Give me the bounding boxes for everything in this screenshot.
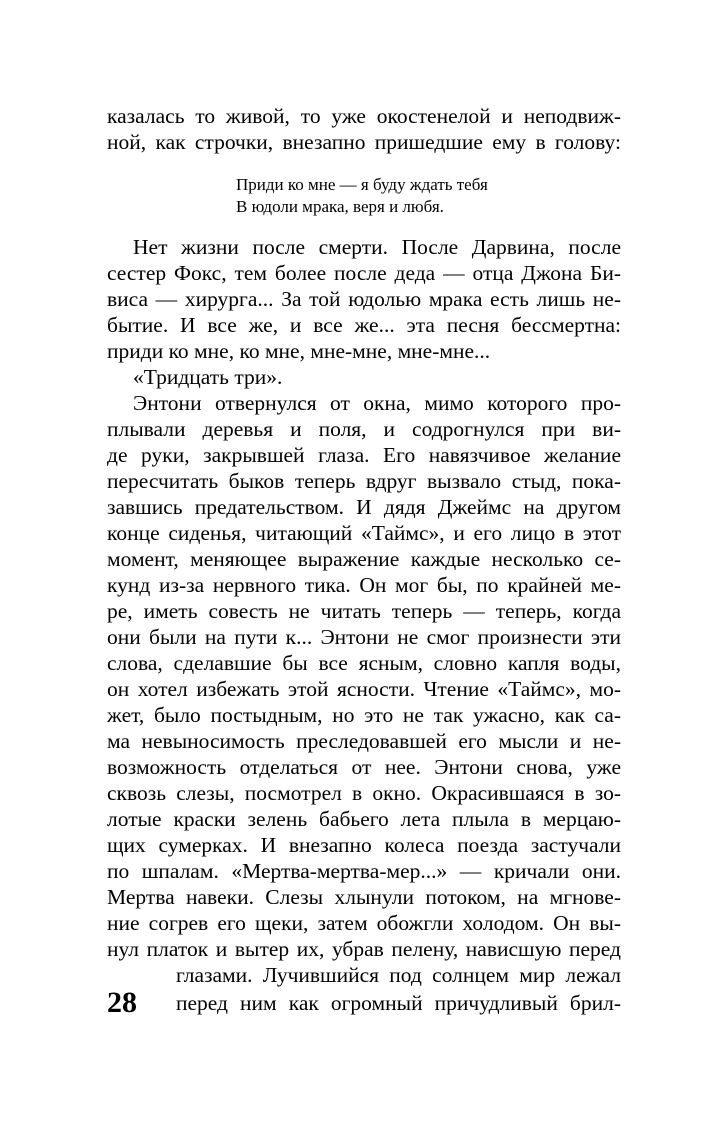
text-line: ре, иметь совесть не читать теперь — теперь, когда: [107, 599, 621, 623]
text-line: лотые краски зелень бабьего лета плыла в мерцаю-: [107, 807, 621, 831]
text-line: нул платок и вытер их, убрав пелену, нависшую перед: [107, 937, 621, 961]
text-line: момент, меняющее выражение каждые несколько се-: [107, 547, 621, 571]
text-line: Мертва навеки. Слезы хлынули потоком, на мгнове-: [107, 885, 621, 909]
text-line: ние согрев его щеки, затем обожгли холодом. Он вы-: [107, 911, 621, 935]
text-line: завшись предательством. И дядя Джеймс на другом: [107, 495, 621, 519]
text-line: кунд из-за нервного тика. Он мог бы, по крайней ме-: [107, 573, 621, 597]
text-line: плывали деревья и поля, и содрогнулся при ви-: [107, 417, 621, 441]
text-line: сестер Фокс, тем более после деда — отца Джона Би-: [107, 261, 621, 285]
text-line: конце сиденья, читающий «Таймс», и его лицо в этот: [107, 521, 621, 545]
page-number: 28: [107, 986, 137, 1019]
text-line: бытие. И все же, и все же... эта песня бессмертна:: [107, 313, 621, 337]
text-line: виса — хирурга... За той юдолью мрака есть лишь не-: [107, 287, 621, 311]
text-line: жет, было постыдным, но это не так ужасно, как са-: [107, 703, 621, 727]
text-line: пересчитать быков теперь вдруг вызвало стыд, пока-: [107, 469, 621, 493]
text-line: Нет жизни после смерти. После Дарвина, после: [133, 235, 621, 259]
text-line: казалась то живой, то уже окостенелой и неподвиж-: [107, 104, 621, 128]
text-line: возможность отделаться от нее. Энтони снова, уже: [107, 755, 621, 779]
text-line: сквозь слезы, посмотрел в окно. Окрасившаяся в зо-: [107, 781, 621, 805]
text-line: перед ним как огромный причудливый брил-: [176, 991, 621, 1015]
text-line: Энтони отвернулся от окна, мимо которого про-: [133, 391, 621, 415]
text-line: глазами. Лучившийся под солнцем мир лежал: [176, 963, 621, 987]
text-line: де руки, закрывшей глаза. Его навязчивое желание: [107, 443, 621, 467]
text-line: «Тридцать три».: [133, 365, 283, 389]
text-line: он хотел избежать этой ясности. Чтение «Таймс», мо-: [107, 677, 621, 701]
text-line: слова, сделавшие бы все ясным, словно капля воды,: [107, 651, 621, 675]
text-line: ма невыносимость преследовавшей его мысли и не-: [107, 729, 621, 753]
text-line: приди ко мне, ко мне, мне-мне, мне-мне...: [107, 339, 491, 363]
text-line: щих сумерках. И внезапно колеса поезда застучали: [107, 833, 621, 857]
text-line: по шпалам. «Мертва-мертва-мер...» — кричали они.: [107, 859, 621, 883]
text-line: они были на пути к... Энтони не смог произнести эти: [107, 625, 621, 649]
verse-line: Приди ко мне — я буду ждать тебя: [236, 175, 488, 194]
text-line: ной, как строчки, внезапно пришедшие ему в голову:: [107, 130, 621, 154]
verse-line: В юдоли мрака, веря и любя.: [236, 197, 444, 216]
